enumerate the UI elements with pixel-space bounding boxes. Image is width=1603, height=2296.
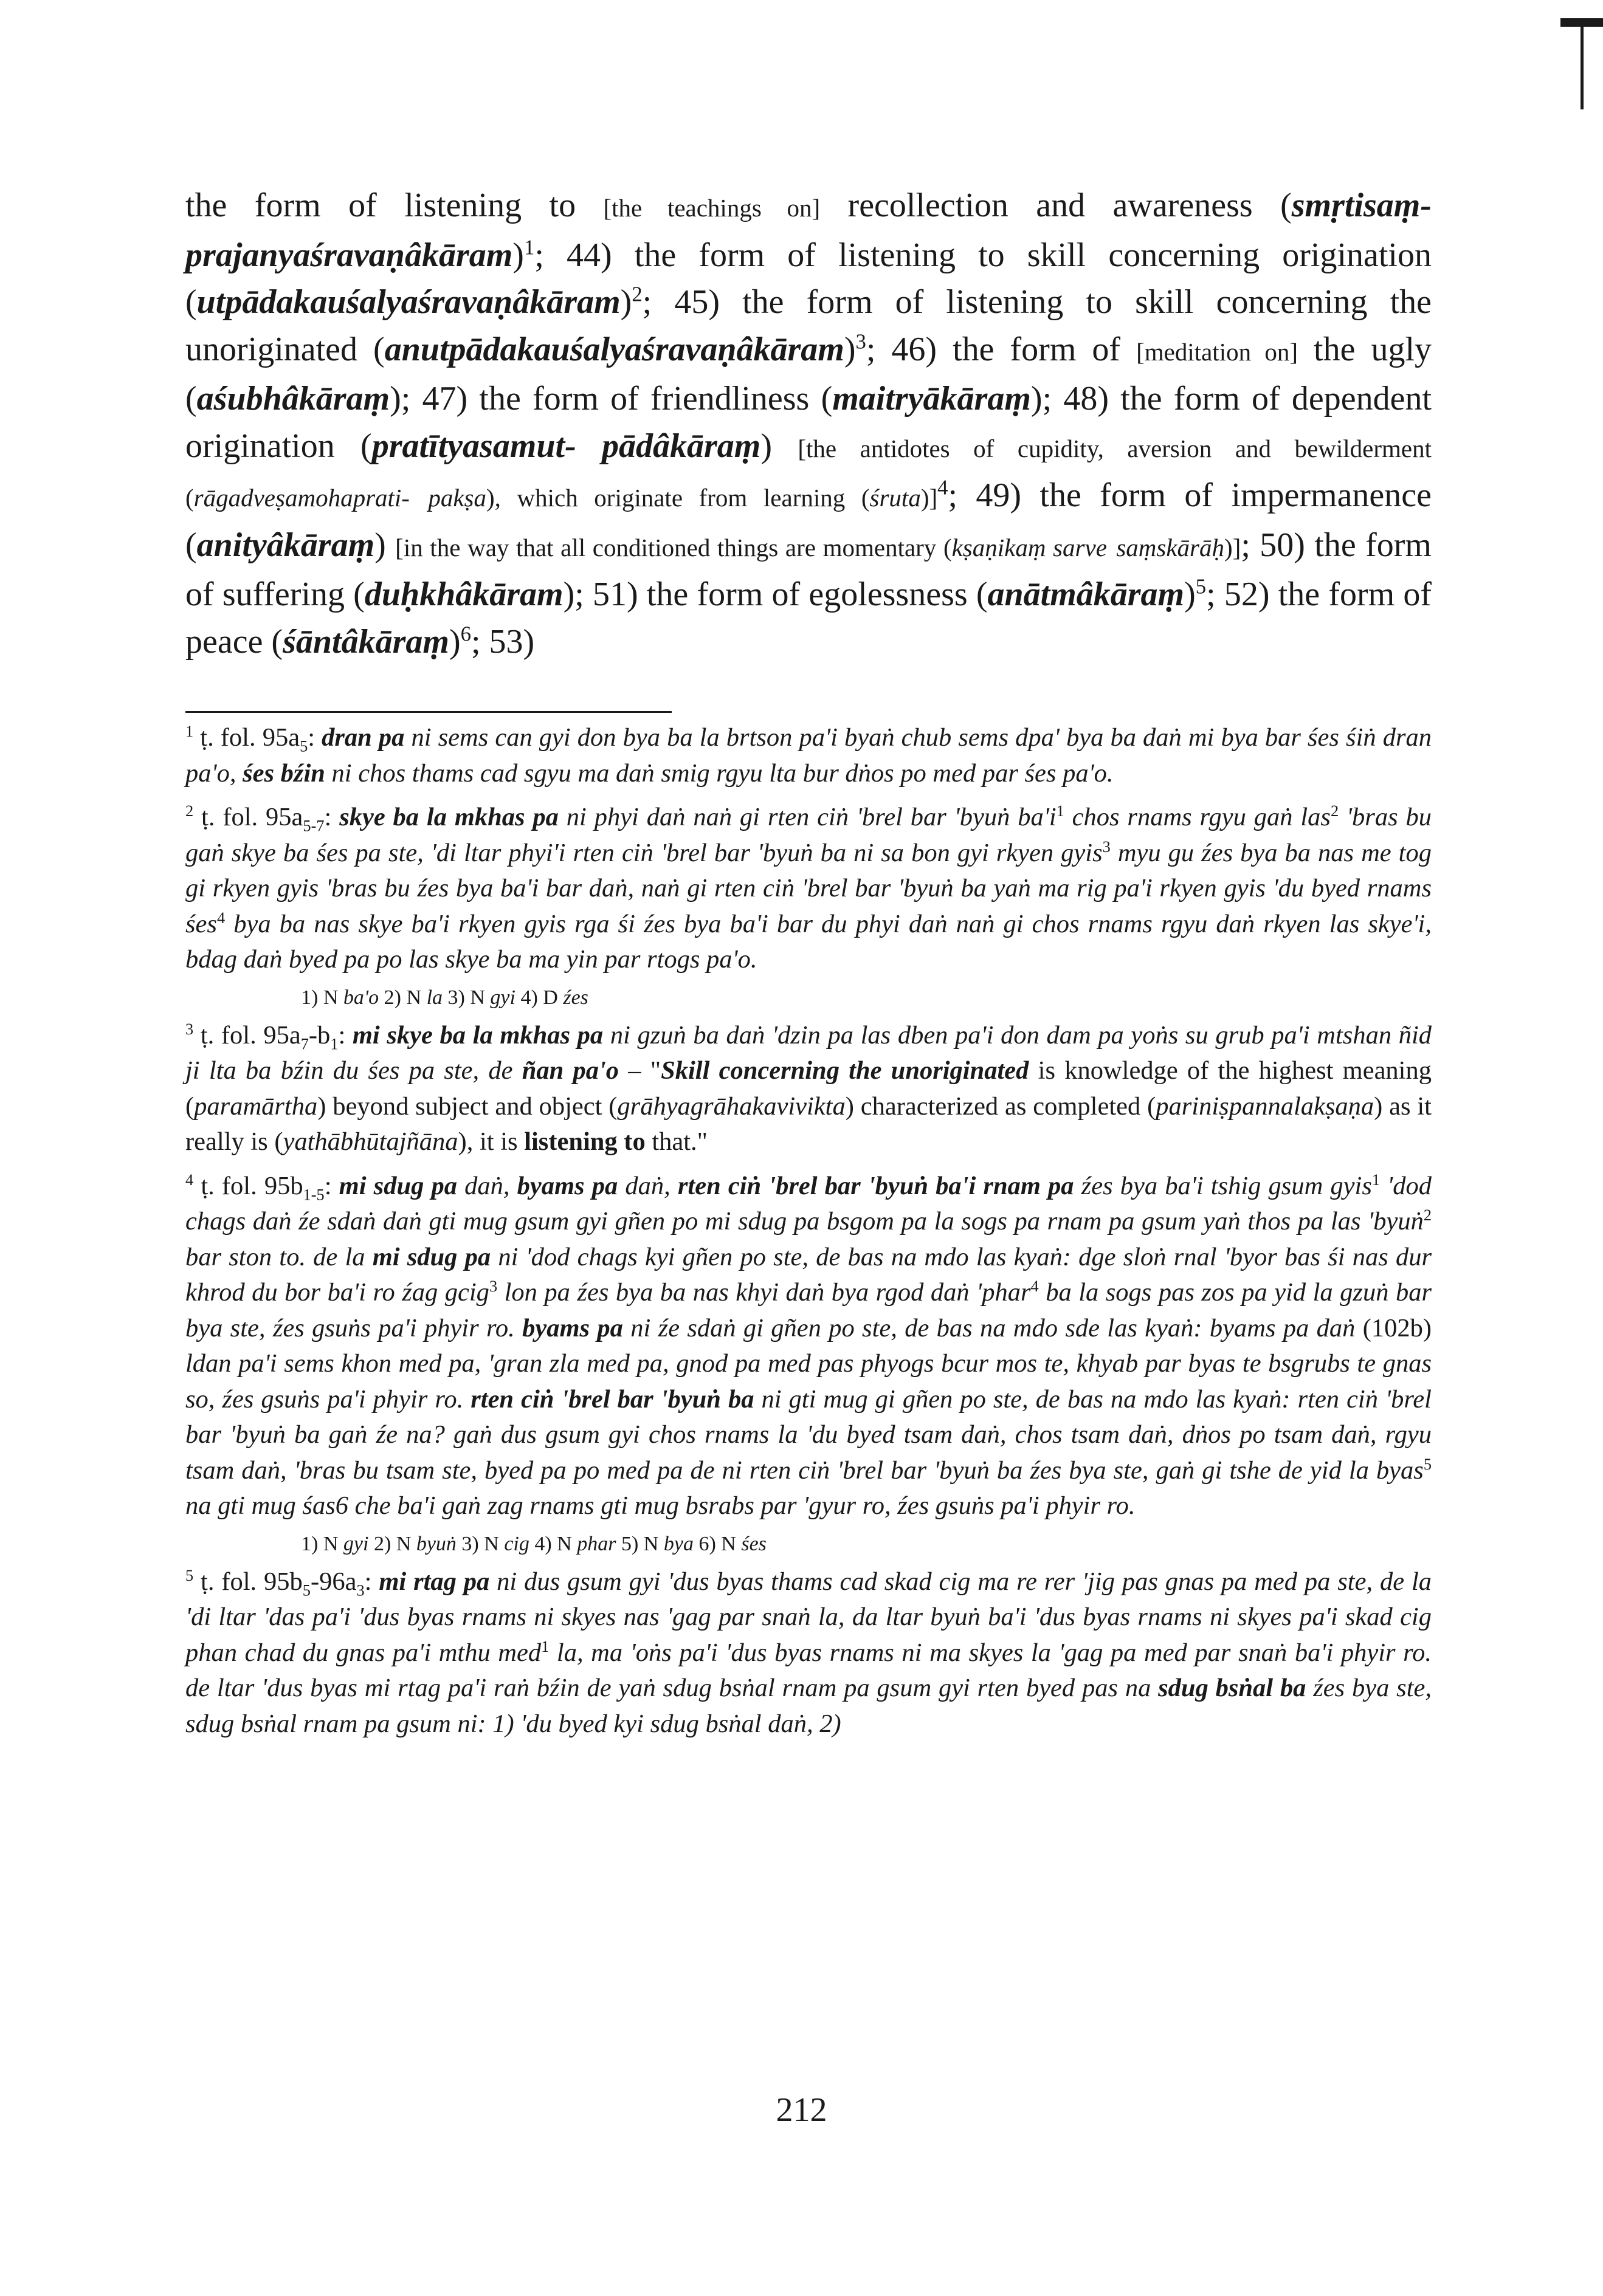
footnote-ref: 4 (937, 475, 948, 500)
page-number: 212 (776, 2091, 827, 2129)
footnote-4: $^4$ ṭ. fol. $95b_{1-5}$: mi sdug pa daṅ, byams pa daṅ, rten ciṅ 'brel bar 'byuṅ ba'i rnam pa źes bya ba'i tshig gsum gyis$^1$ 'dod chags daṅ źe sdaṅ daṅ gti mug gsum gyi gñen po mi sdug pa bsgom pa la sogs pa rnam pa gsum yaṅ thos pa las 'byuṅ$^2$ bar ston to. de la mi sdug pa ni 'dod chags kyi gñen po ste, de bas na mdo las kyaṅ: dge sloṅ rnal 'byor bas śi nas dur khrod du bor ba'i ro źag gcig$^3$ lon pa źes bya ba nas khyi daṅ bya rgod daṅ 'phar$^4$ ba la sogs pas zos pa yid la gzuṅ bar bya ste, źes gsuṅs pa'i phyir ro. byams pa ni źe sdaṅ gi gñen po ste, de bas na mdo sde las kyaṅ: byams pa daṅ (102b) ldan pa'i sems khon med pa, 'gran zla med pa, gnod pa med pas phyogs bcur mos te, khyab par byas te bsgrubs te gnas so, źes gsuṅs pa'i phyir ro. rten ciṅ 'brel bar 'byuṅ ba ni gti mug gi gñen po ste, de bas na mdo las kyaṅ: rten ciṅ 'brel bar 'byuṅ ba gaṅ źe na? gaṅ dus gsum gyi chos rnams la 'du byed tsam daṅ, chos tsam daṅ, dṅos po tsam daṅ, rgyu tsam daṅ, 'bras bu tsam ste, byed pa po med pa de ni rten ciṅ 'brel bar 'byuṅ ba źes bya ste, gaṅ gi tshe de yid la byas$^5$ na gti mug śas6 che ba'i gaṅ zag rnams gti mug bsrabs par 'gyur ro, źes gsuṅs pa'i phyir ro. (185, 1170, 1432, 1520)
main-body-text: the form of listening to [the teachings on] recollection and awareness (smṛtisaṃ- prajanyaśravaṇâkāram)$^1$; 44) the form of listening to skill concerning origination (utpādakauśalyaśravaṇâkāram)$^2$; 45) the form of listening to skill concerning the unoriginated (anutpādakauśalyaśravaṇâkāram)$^3$; 46) the form of [meditation on] the ugly (aśubhâkāraṃ); 47) the form of friendliness (maitryākāraṃ); 48) the form of dependent origination (pratītyasamut- pādâkāraṃ) [the antidotes of cupidity, aversion and bewilderment (rāgadveṣamohaprati- pakṣa), which originate from learning (śruta)]$^4$; 49) the form of impermanence (anityâkāraṃ) [in the way that all conditioned things are momentary (kṣaṇikaṃ sarve saṃskārāḥ)]; 50) the form of suffering (duḥkhâkāram); 51) the form of egolessness (anātmâkāraṃ)$^5$; 52) the form of peace (śāntâkāraṃ)$^6$; 53) (185, 187, 1432, 661)
footnote-1: $^1$ ṭ. fol. $95a_5$: dran pa ni sems can gyi don bya ba la brtson pa'i byaṅ chub sems dpa' bya ba daṅ mi bya bar śes śiṅ dran pa'o, śes bźin ni chos thams cad sgyu ma daṅ smig rgyu lta bur dṅos po med par śes pa'o. (185, 722, 1432, 788)
footnote-2-variants: 1) N ba'o 2) N la 3) N gyi 4) D źes (301, 986, 588, 1009)
footnote-ref: 1 (523, 235, 535, 259)
footnote-5: $^5$ ṭ. fol. $95b_5-96a_3$: mi rtag pa ni dus gsum gyi 'dus byas thams cad skad cig ma re rer 'jig pas gnas pa med pa ste, de la 'di ltar 'das pa'i 'dus byas rnams ni skyes nas 'gag par snaṅ la, da ltar byuṅ ba'i 'dus byas rnams ni skyes pa'i skad cig phan chad du gnas pa'i mthu med$^1$ la, ma 'oṅs pa'i 'dus byas rnams ni ma skyes la 'gag pa med par snaṅ ba'i phyir ro. de ltar 'dus byas mi rtag pa'i raṅ bźin de yaṅ sdug bsṅal rnam pa gsum gyi rten byed pas na sdug bsṅal ba źes bya ste, sdug bsṅal rnam pa gsum ni: 1) 'du byed kyi sdug bsṅal daṅ, 2) (185, 1566, 1432, 1738)
footnote-2: $^2$ ṭ. fol. $95a_{5-7}$: skye ba la mkhas pa ni phyi daṅ naṅ gi rten ciṅ 'brel bar 'byuṅ $ba'i^1$ chos rnams rgyu gaṅ las$^2$ 'bras bu gaṅ skye ba śes pa ste, 'di ltar phyi'i rten ciṅ 'brel bar 'byuṅ ba ni sa bon gyi rkyen gyis$^3$ myu gu źes bya ba nas me tog gi rkyen gyis 'bras bu źes bya ba'i bar daṅ, naṅ gi rten ciṅ 'brel bar 'byuṅ ba yaṅ ma rig pa'i rkyen gyis 'du byed rnams śes$^4$ bya ba nas skye ba'i rkyen gyis rga śi źes bya ba'i bar du phyi daṅ naṅ gi chos rnams rgyu daṅ rkyen las skye'i, bdag daṅ byed pa po las skye ba ma yin par rtogs pa'o. (185, 802, 1432, 974)
footnote-ref: 3 (855, 329, 866, 353)
crop-mark-vertical (1581, 18, 1584, 109)
corner-crop-mark (1560, 18, 1603, 109)
footnote-4-variants: 1) N gyi 2) N byuṅ 3) N cig 4) N phar 5) N bya 6) N śes (301, 1532, 767, 1555)
footnote-3: $^3$ ṭ. fol. $95a_7-b_1$: mi skye ba la mkhas pa ni gzuṅ ba daṅ 'dzin pa las dben pa'i don dam pa yoṅs su grub pa'i mtshan ñid ji lta ba bźin du śes pa ste, de ñan pa'o – "Skill concerning the unoriginated is knowledge of the highest meaning (paramārtha) beyond subject and object (grāhyagrāhakavivikta) characterized as completed (pariniṣpannalakṣaṇa) as it really is (yathābhūtajñāna), it is listening to that." (185, 1020, 1432, 1156)
footnote-ref: 6 (460, 621, 471, 645)
footnote-separator (185, 711, 672, 713)
footnotes (185, 720, 1432, 1750)
footnote-ref: 2 (632, 282, 643, 306)
footnote-ref: 5 (1195, 574, 1207, 599)
